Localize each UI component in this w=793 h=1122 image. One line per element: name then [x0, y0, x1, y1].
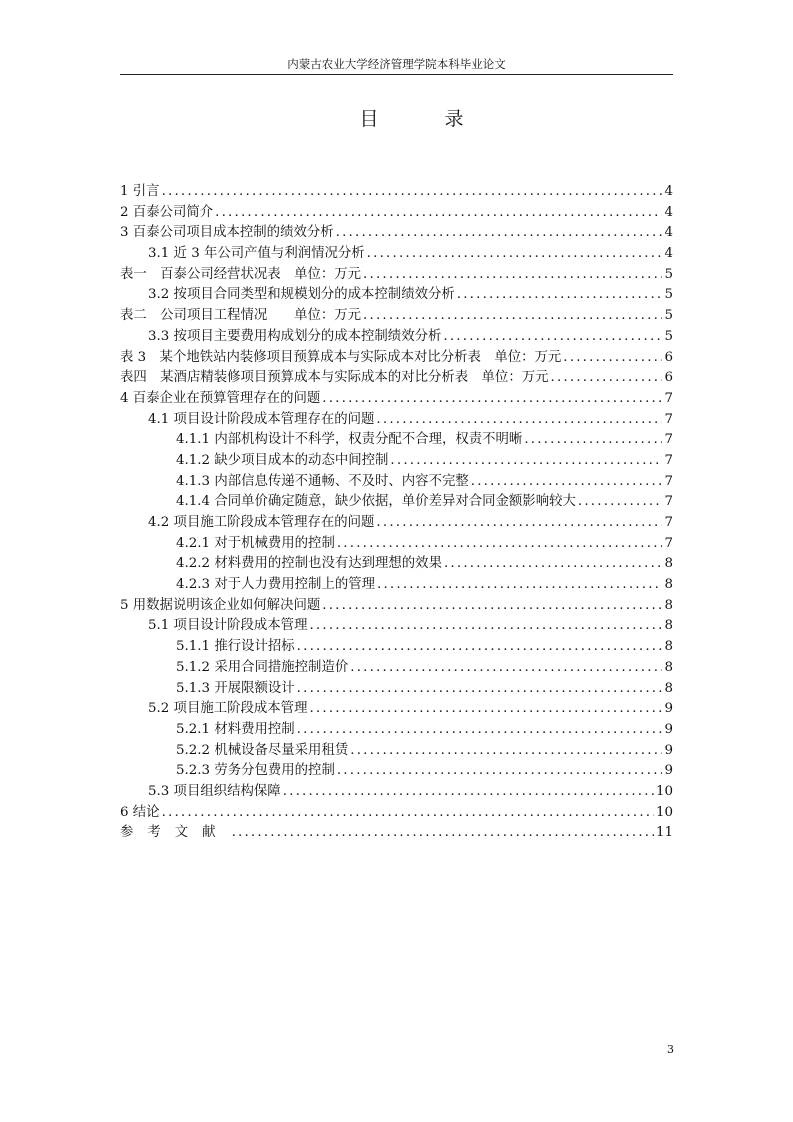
toc-entry-page: 11 [655, 825, 673, 841]
toc-dot-leader [215, 205, 662, 220]
toc-dot-leader [297, 639, 663, 654]
toc-entry-label: 2 百泰公司简介 [120, 204, 214, 220]
toc-dot-leader [367, 246, 663, 261]
toc-entry[interactable] [120, 325, 673, 346]
toc-entry[interactable] [120, 532, 673, 553]
toc-dot-leader [363, 308, 662, 323]
toc-entry[interactable] [120, 635, 673, 656]
toc-entry[interactable] [120, 346, 673, 367]
toc-entry-label: 5.1.1 推行设计招标 [176, 639, 295, 655]
toc-entry-page: 6 [664, 349, 673, 365]
toc-entry-label: 4 百泰企业在预算管理存在的问题 [120, 390, 321, 406]
toc-dot-leader [551, 370, 663, 385]
toc-entry-page: 7 [664, 473, 673, 489]
toc-entry[interactable] [120, 221, 673, 242]
toc-dot-leader [443, 329, 662, 344]
toc-dot-leader [444, 556, 663, 571]
toc-dot-leader [337, 763, 663, 778]
toc-entry-page: 7 [664, 515, 673, 530]
toc-entry-label: 4.2.2 材料费用的控制也没有达到理想的效果 [176, 556, 442, 572]
toc-entry-label: 5.2.1 材料费用控制 [176, 721, 295, 737]
toc-entry-page: 8 [664, 680, 673, 696]
running-header: 内蒙古农业大学经济管理学院本科毕业论文 [287, 57, 506, 71]
toc-dot-leader [578, 494, 663, 509]
toc-entry-page: 9 [664, 701, 673, 717]
toc-dot-leader [336, 225, 663, 240]
toc-entry-page: 5 [664, 287, 673, 303]
toc-entry-page: 4 [664, 225, 673, 241]
toc-entry-page: 8 [664, 556, 673, 572]
toc-entry-page: 9 [664, 721, 673, 737]
toc-entry-label: 5.2 项目施工阶段成本管理 [148, 701, 308, 717]
toc-entry-label: 5 用数据说明该企业如何解决问题 [120, 597, 321, 613]
toc-dot-leader [377, 577, 662, 592]
toc-entry[interactable] [120, 201, 673, 222]
page-number: 3 [667, 1043, 674, 1056]
toc-entry-page: 9 [664, 742, 673, 758]
toc-dot-leader [283, 784, 654, 799]
toc-entry-label: 5.3 项目组织结构保障 [148, 783, 281, 799]
toc-dot-leader [457, 287, 663, 302]
toc-entry[interactable] [120, 552, 673, 573]
header-rule [120, 74, 673, 75]
toc-entry-label: 4.2.1 对于机械费用的控制 [176, 535, 335, 551]
toc-dot-leader [471, 474, 663, 489]
toc-entry-label: 4.1.1 内部机构设计不科学，权责分配不合理，权责不明晰 [176, 432, 523, 448]
page-title: 目 录 [359, 108, 494, 130]
toc-dot-leader [322, 391, 662, 406]
toc-entry-page: 7 [664, 432, 673, 448]
toc-entry-page: 4 [664, 184, 673, 199]
toc-dot-leader [563, 350, 662, 365]
toc-entry-page: 4 [664, 204, 673, 220]
toc-entry-label: 4.1.3 内部信息传递不通畅、不及时、内容不完整 [176, 473, 469, 489]
toc-entry-page: 8 [664, 577, 673, 593]
toc-entry-page: 8 [664, 659, 673, 675]
toc-entry[interactable] [120, 718, 673, 739]
toc-entry-label: 表四 某酒店精装修项目预算成本与实际成本的对比分析表 单位：万元 [120, 370, 549, 386]
toc-entry-page: 6 [664, 370, 673, 386]
toc-entry-label: 4.2.3 对于人力费用控制上的管理 [176, 577, 376, 593]
toc-entry-page: 5 [664, 308, 673, 324]
toc-entry-page: 7 [664, 411, 673, 427]
toc-dot-leader [350, 743, 662, 758]
toc-entry-label: 4.2 项目施工阶段成本管理存在的问题 [148, 515, 375, 530]
toc-entry[interactable] [120, 677, 673, 698]
toc-dot-leader [363, 267, 662, 282]
toc-dot-leader [390, 453, 662, 468]
toc-dot-leader [232, 825, 654, 840]
toc-entry-page: 10 [655, 804, 673, 820]
toc-entry[interactable] [120, 366, 673, 387]
toc-entry-label: 1 引言 [120, 184, 160, 199]
toc-entry-label: 3.3 按项目主要费用构成划分的成本控制绩效分析 [148, 328, 442, 344]
toc-dot-leader [162, 184, 663, 199]
toc-dot-leader [322, 598, 662, 613]
toc-entry-page: 7 [664, 494, 673, 510]
toc-entry-page: 8 [664, 639, 673, 655]
toc-entry[interactable] [120, 821, 673, 842]
toc-entry[interactable] [120, 304, 673, 325]
toc-entry-page: 9 [664, 763, 673, 779]
toc-entry-page: 5 [664, 328, 673, 344]
toc-dot-leader [524, 432, 662, 447]
toc-entry[interactable] [120, 408, 673, 429]
toc-entry[interactable] [120, 759, 673, 780]
toc-entry[interactable] [120, 180, 673, 201]
toc-entry-label: 3.1 近 3 年公司产值与利润情况分析 [148, 246, 365, 262]
toc-entry[interactable] [120, 656, 673, 677]
toc-entry-label: 表 3 某个地铁站内装修项目预算成本与实际成本对比分析表 单位：万元 [120, 349, 562, 365]
toc-entry-label: 表一 百泰公司经营状况表 单位：万元 [120, 266, 362, 282]
toc-entry-label: 4.1.4 合同单价确定随意，缺少依据，单价差异对合同金额影响较大 [176, 494, 576, 510]
table-of-contents [120, 180, 673, 842]
toc-entry[interactable] [120, 242, 673, 263]
toc-dot-leader [376, 412, 662, 427]
toc-entry-label: 6 结论 [120, 804, 160, 820]
toc-entry-label: 5.1.3 开展限额设计 [176, 680, 295, 696]
toc-entry[interactable] [120, 614, 673, 635]
toc-entry[interactable] [120, 387, 673, 408]
toc-entry[interactable] [120, 780, 673, 801]
toc-entry-page: 8 [664, 597, 673, 613]
toc-dot-leader [376, 515, 662, 530]
toc-entry-label: 表二 公司项目工程情况 单位：万元 [120, 308, 362, 324]
toc-entry[interactable] [120, 428, 673, 449]
toc-entry-page: 10 [655, 783, 673, 799]
toc-entry[interactable] [120, 697, 673, 718]
toc-dot-leader [337, 536, 663, 551]
toc-entry[interactable] [120, 283, 673, 304]
toc-entry-label: 4.1 项目设计阶段成本管理存在的问题 [148, 411, 375, 427]
toc-entry[interactable] [120, 263, 673, 284]
toc-entry[interactable] [120, 449, 673, 470]
toc-entry-label: 5.2.3 劳务分包费用的控制 [176, 763, 335, 779]
toc-dot-leader [309, 618, 662, 633]
toc-dot-leader [350, 660, 662, 675]
toc-entry[interactable] [120, 490, 673, 511]
toc-dot-leader [162, 805, 654, 820]
toc-entry-page: 7 [664, 452, 673, 468]
toc-dot-leader [297, 681, 663, 696]
toc-entry-label: 参考文献 [120, 825, 230, 841]
toc-entry-label: 5.1.2 采用合同措施控制造价 [176, 659, 349, 675]
toc-entry[interactable] [120, 739, 673, 760]
toc-entry[interactable] [120, 573, 673, 594]
toc-entry[interactable] [120, 470, 673, 491]
toc-entry[interactable] [120, 511, 673, 532]
toc-entry-label: 3 百泰公司项目成本控制的绩效分析 [120, 225, 334, 241]
toc-entry-label: 5.2.2 机械设备尽量采用租赁 [176, 742, 349, 758]
toc-entry-label: 3.2 按项目合同类型和规模划分的成本控制绩效分析 [148, 287, 455, 303]
toc-entry-page: 5 [664, 266, 673, 282]
toc-entry-label: 5.1 项目设计阶段成本管理 [148, 618, 308, 634]
toc-dot-leader [297, 722, 663, 737]
toc-entry-page: 7 [664, 390, 673, 406]
toc-entry-label: 4.1.2 缺少项目成本的动态中间控制 [176, 452, 389, 468]
toc-entry-page: 7 [664, 535, 673, 551]
toc-entry-page: 8 [664, 618, 673, 634]
toc-entry-page: 4 [664, 246, 673, 262]
toc-dot-leader [309, 701, 662, 716]
toc-entry[interactable] [120, 594, 673, 615]
toc-entry[interactable] [120, 801, 673, 822]
